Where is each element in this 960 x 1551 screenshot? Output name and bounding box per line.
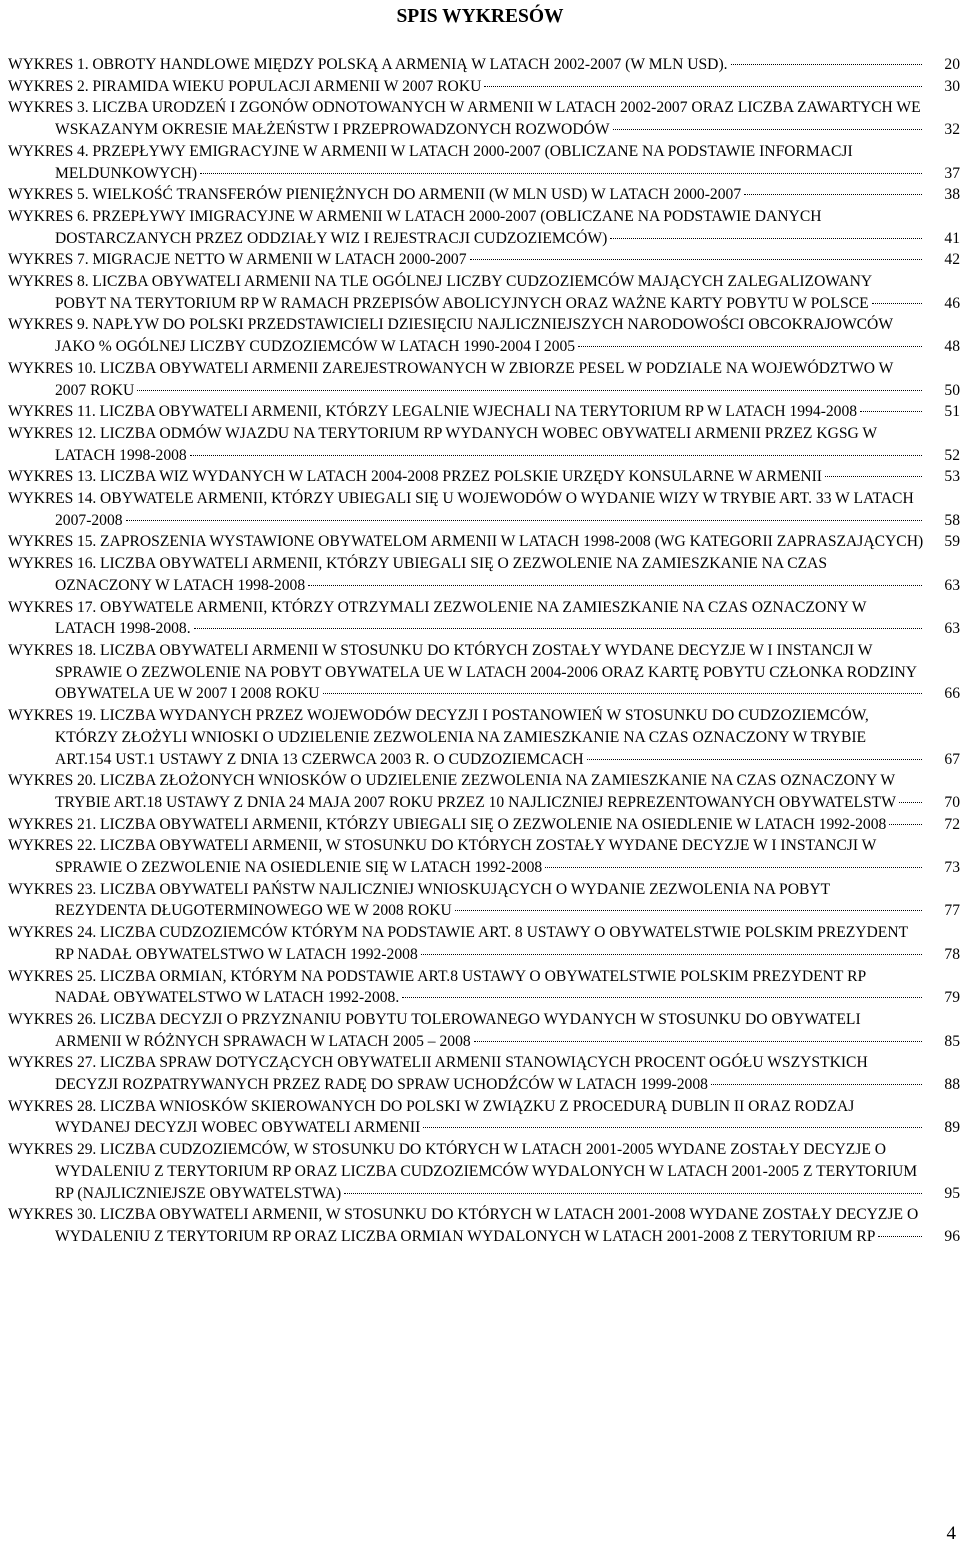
entry-label: WYKRES 12. — [8, 424, 101, 442]
entry-text: OBYWATELE ARMENII, KTÓRZY OTRZYMALI ZEZWOLENIE NA ZAMIESZKANIE NA CZAS OZNACZONY W LATACH 1998-2008. — [55, 598, 867, 638]
entry-text: LICZBA OBYWATELI ARMENII, KTÓRZY LEGALNIE WJECHALI NA TERYTORIUM RP W LATACH 1994-2008 — [99, 403, 858, 421]
entry-page-number: 96 — [944, 1227, 960, 1245]
dot-leader — [308, 585, 922, 586]
entry-page-number: 95 — [944, 1184, 960, 1202]
entry-text: LICZBA DECYZJI O PRZYZNANIU POBYTU TOLEROWANEGO WYDANYCH W STOSUNKU DO OBYWATELI ARMENII W RÓŻNYCH SPRAWACH W LATACH 2005 – 2008 — [55, 1010, 861, 1050]
dot-leader — [484, 86, 922, 87]
entry-text: LICZBA OBYWATELI ARMENII, W STOSUNKU DO KTÓRYCH ZOSTAŁY WYDANE DECYZJE W I INSTANCJI W SPRAWIE O ZEZWOLENIE NA OSIEDLENIE SIĘ W LATACH 1992-2008 — [55, 837, 877, 877]
entry-label: WYKRES 17. — [8, 598, 101, 616]
entry-page-number: 30 — [944, 77, 960, 95]
entry-page-number: 41 — [944, 229, 960, 247]
entry-text: NAPŁYW DO POLSKI PRZEDSTAWICIELI DZIESIĘCIU NAJLICZNIEJSZYCH NARODOWOŚCI OBCOKRAJOWCÓW JAKO % OGÓLNEJ LICZBY CUDZOZIEMCÓW W LATACH 1990-2004 I 2005 — [55, 316, 893, 356]
toc-entry[interactable] — [8, 271, 960, 314]
entry-label: WYKRES 26. — [8, 1010, 101, 1028]
dot-leader — [126, 520, 922, 521]
entry-page-number: 37 — [944, 164, 960, 182]
entry-text: LICZBA WNIOSKÓW SKIEROWANYCH DO POLSKI W ZWIĄZKU Z PROCEDURĄ DUBLIN II ORAZ RODZAJ WYDANEJ DECYZJI WOBEC OBYWATELI ARMENII — [55, 1097, 855, 1137]
toc-entry[interactable] — [8, 1096, 960, 1139]
dot-leader — [190, 455, 922, 456]
dot-leader — [423, 1127, 922, 1128]
dot-leader — [474, 1041, 922, 1042]
entry-label: WYKRES 15. — [8, 533, 101, 551]
dot-leader — [470, 259, 922, 260]
entry-text: LICZBA URODZEŃ I ZGONÓW ODNOTOWANYCH W ARMENII W LATACH 2002-2007 ORAZ LICZBA ZAWARTYCH WE WSKAZANYM OKRESIE MAŁŻEŃSTW I PRZEPROWADZONYCH ROZWODÓW — [55, 99, 921, 139]
toc-entry[interactable] — [8, 966, 960, 1009]
toc-entry[interactable] — [8, 814, 960, 836]
entry-label: WYKRES 4. — [8, 142, 93, 160]
entry-text: WIELKOŚĆ TRANSFERÓW PIENIĘŻNYCH DO ARMENII (W MLN USD) W LATACH 2000-2007 — [92, 186, 742, 204]
entry-page-number: 85 — [944, 1032, 960, 1050]
entry-label: WYKRES 19. — [8, 707, 101, 725]
entry-page-number: 50 — [944, 381, 960, 399]
entry-text: LICZBA CUDZOZIEMCÓW KTÓRYM NA PODSTAWIE ART. 8 USTAWY O OBYWATELSTWIE POLSKIM PREZYDENT RP NADAŁ OBYWATELSTWO W LATACH 1992-2008 — [55, 924, 908, 963]
dot-leader — [545, 867, 922, 868]
entry-label: WYKRES 27. — [8, 1054, 101, 1072]
entry-label: WYKRES 13. — [8, 468, 101, 486]
entry-label: WYKRES 30. — [8, 1206, 101, 1224]
dot-leader — [402, 997, 922, 998]
entry-page-number: 48 — [944, 338, 960, 356]
entry-label: WYKRES 6. — [8, 207, 93, 225]
entry-page-number: 32 — [944, 121, 960, 139]
entry-label: WYKRES 2. — [8, 77, 93, 95]
entry-page-number: 88 — [944, 1076, 960, 1094]
toc-entry[interactable] — [8, 184, 960, 206]
entry-label: WYKRES 8. — [8, 273, 93, 291]
toc-entry[interactable] — [8, 1052, 960, 1095]
toc-entry[interactable] — [8, 770, 960, 813]
dot-leader — [860, 411, 922, 412]
entry-label: WYKRES 14. — [8, 490, 101, 508]
toc-entry[interactable] — [8, 1009, 960, 1052]
toc-entry[interactable] — [8, 358, 960, 401]
dot-leader — [872, 303, 922, 304]
toc-entry[interactable] — [8, 314, 960, 357]
entry-text: LICZBA WYDANYCH PRZEZ WOJEWODÓW DECYZJI I POSTANOWIEŃ W STOSUNKU DO CUDZOZIEMCÓW, KTÓRZY ZŁOŻYLI WNIOSKI O UDZIELENIE ZEZWOLENIA NA ZAMIESZKANIE NA CZAS OZNACZONY W TRYBIE ART.154 UST.1 USTAWY Z DNIA 13 CZERWCA 2003 R. O CUDZOZIEMCACH — [55, 707, 869, 768]
toc-entry[interactable] — [8, 1139, 960, 1204]
toc-entry[interactable] — [8, 141, 960, 184]
toc-entry[interactable] — [8, 54, 960, 76]
entry-text: LICZBA OBYWATELI ARMENII, KTÓRZY UBIEGALI SIĘ O ZEZWOLENIE NA ZAMIESZKANIE NA CZAS OZNACZONY W LATACH 1998-2008 — [55, 555, 828, 594]
dot-leader — [711, 1084, 922, 1085]
entry-label: WYKRES 25. — [8, 967, 101, 985]
entry-label: WYKRES 7. — [8, 251, 93, 269]
entry-text: PRZEPŁYWY EMIGRACYJNE W ARMENII W LATACH 2000-2007 (OBLICZANE NA PODSTAWIE INFORMACJI MELDUNKOWYCH) — [55, 142, 853, 182]
dot-leader — [137, 390, 922, 391]
entry-page-number: 52 — [944, 446, 960, 464]
entry-text: LICZBA WIZ WYDANYCH W LATACH 2004-2008 PRZEZ POLSKIE URZĘDY KONSULARNE W ARMENII — [100, 468, 823, 486]
dot-leader — [344, 1193, 922, 1194]
toc-entry[interactable] — [8, 553, 960, 596]
page-number: 4 — [946, 1523, 956, 1544]
entry-page-number: 67 — [944, 750, 960, 768]
table-of-figures — [8, 54, 960, 1248]
entry-label: WYKRES 3. — [8, 99, 93, 117]
toc-entry[interactable] — [8, 922, 960, 965]
toc-entry[interactable] — [8, 488, 960, 531]
entry-page-number: 51 — [944, 403, 960, 421]
entry-page-number: 78 — [944, 945, 960, 963]
dot-leader — [194, 628, 922, 629]
entry-page-number: 20 — [944, 56, 960, 73]
entry-label: WYKRES 1. — [8, 56, 93, 73]
entry-label: WYKRES 21. — [8, 815, 101, 833]
toc-entry[interactable] — [8, 835, 960, 878]
entry-page-number: 63 — [944, 620, 960, 638]
entry-page-number: 89 — [944, 1119, 960, 1137]
toc-entry[interactable] — [8, 249, 960, 271]
toc-entry[interactable] — [8, 640, 960, 705]
dot-leader — [613, 129, 922, 130]
entry-label: WYKRES 9. — [8, 316, 93, 334]
dot-leader — [878, 1236, 922, 1237]
entry-label: WYKRES 22. — [8, 837, 101, 855]
entry-text: LICZBA ZŁOŻONYCH WNIOSKÓW O UDZIELENIE ZEZWOLENIA NA ZAMIESZKANIE NA CZAS OZNACZONY W TRYBIE ART.18 USTAWY Z DNIA 24 MAJA 2007 ROKU PRZEZ 10 NAJLICZNIEJ REPREZENTOWANYCH OBYWATELSTW — [55, 772, 896, 811]
dot-leader — [610, 238, 922, 239]
entry-page-number: 53 — [944, 468, 960, 486]
dot-leader — [578, 346, 922, 347]
entry-page-number: 79 — [944, 989, 960, 1007]
entry-page-number: 73 — [944, 859, 960, 877]
toc-entry[interactable] — [8, 206, 960, 249]
entry-text: LICZBA OBYWATELI ARMENII ZAREJESTROWANYCH W ZBIORZE PESEL W PODZIALE NA WOJEWÓDZTWO W 2007 ROKU — [55, 359, 894, 399]
toc-entry[interactable] — [8, 97, 960, 140]
toc-entry[interactable] — [8, 401, 960, 423]
dot-leader — [744, 194, 922, 195]
dot-leader — [323, 693, 922, 694]
entry-text: LICZBA OBYWATELI ARMENII W STOSUNKU DO KTÓRYCH ZOSTAŁY WYDANE DECYZJE W I INSTANCJI W SPRAWIE O ZEZWOLENIE NA POBYT OBYWATELA UE W LATACH 2004-2006 ORAZ KARTĘ POBYTU CZŁONKA RODZINY OBYWATELA UE W 2007 I 2008 ROKU — [55, 641, 917, 703]
entry-text: PIRAMIDA WIEKU POPULACJI ARMENII W 2007 ROKU — [92, 77, 482, 95]
toc-entry[interactable] — [8, 597, 960, 640]
entry-label: WYKRES 5. — [8, 186, 93, 204]
dot-leader — [889, 824, 922, 825]
entry-page-number: 63 — [944, 576, 960, 594]
entry-text: LICZBA SPRAW DOTYCZĄCYCH OBYWATELII ARMENII STANOWIĄCYCH PROCENT OGÓŁU WSZYSTKICH DECYZJI ROZPATRYWANYCH PRZEZ RADĘ DO SPRAW UCHODŹCÓW W LATACH 1999-2008 — [55, 1054, 868, 1094]
entry-page-number: 72 — [944, 815, 960, 833]
entry-label: WYKRES 16. — [8, 555, 101, 573]
entry-text: OBYWATELE ARMENII, KTÓRZY UBIEGALI SIĘ U WOJEWODÓW O WYDANIE WIZY W TRYBIE ART. 33 W LATACH 2007-2008 — [55, 490, 914, 529]
entry-page-number: 38 — [944, 186, 960, 204]
dot-leader — [899, 802, 922, 803]
entry-label: WYKRES 23. — [8, 880, 101, 898]
entry-page-number: 46 — [944, 294, 960, 312]
entry-label: WYKRES 10. — [8, 359, 101, 377]
entry-text: MIGRACJE NETTO W ARMENII W LATACH 2000-2007 — [92, 251, 467, 269]
dot-leader — [455, 910, 922, 911]
entry-text: OBROTY HANDLOWE MIĘDZY POLSKĄ A ARMENIĄ W LATACH 2002-2007 (W MLN USD). — [92, 56, 728, 73]
entry-label: WYKRES 11. — [8, 403, 100, 421]
entry-text: LICZBA ORMIAN, KTÓRYM NA PODSTAWIE ART.8 USTAWY O OBYWATELSTWIE POLSKIM PREZYDENT RP NADAŁ OBYWATELSTWO W LATACH 1992-2008. — [55, 967, 866, 1007]
entry-page-number: 66 — [944, 685, 960, 703]
toc-entry[interactable] — [8, 76, 960, 98]
entry-text: ZAPROSZENIA WYSTAWIONE OBYWATELOM ARMENII W LATACH 1998-2008 (WG KATEGORII ZAPRASZAJĄCYCH) — [100, 533, 924, 551]
entry-text: LICZBA OBYWATELI ARMENII, W STOSUNKU DO KTÓRYCH W LATACH 2001-2008 WYDANE ZOSTAŁY DECYZJE O WYDALENIU Z TERYTORIUM RP ORAZ LICZBA ORMIAN WYDALONYCH W LATACH 2001-2008 Z TERYTORIUM RP — [55, 1206, 919, 1245]
dot-leader — [825, 476, 922, 477]
entry-label: WYKRES 24. — [8, 924, 101, 942]
entry-text: LICZBA OBYWATELI ARMENII NA TLE OGÓLNEJ LICZBY CUDZOZIEMCÓW MAJĄCYCH ZALEGALIZOWANY POBYT NA TERYTORIUM RP W RAMACH PRZEPISÓW ABOLICYJNYCH ORAZ WAŻNE KARTY POBYTU W POLSCE — [55, 273, 872, 312]
toc-entry[interactable] — [8, 705, 960, 770]
toc-entry[interactable] — [8, 423, 960, 466]
entry-page-number: 42 — [944, 251, 960, 269]
toc-entry[interactable] — [8, 1204, 960, 1247]
entry-page-number: 59 — [944, 533, 960, 551]
dot-leader — [200, 173, 922, 174]
entry-label: WYKRES 18. — [8, 641, 101, 659]
toc-entry[interactable] — [8, 879, 960, 922]
dot-leader — [731, 64, 922, 65]
document-title: SPIS WYKRESÓW — [396, 6, 564, 27]
entry-text: LICZBA ODMÓW WJAZDU NA TERYTORIUM RP WYDANYCH WOBEC OBYWATELI ARMENII PRZEZ KGSG W LATACH 1998-2008 — [55, 424, 877, 464]
toc-entry[interactable] — [8, 466, 960, 488]
entry-page-number: 70 — [944, 793, 960, 811]
toc-entry[interactable] — [8, 531, 960, 553]
entry-text: PRZEPŁYWY IMIGRACYJNE W ARMENII W LATACH 2000-2007 (OBLICZANE NA PODSTAWIE DANYCH DOSTARCZANYCH PRZEZ ODDZIAŁY WIZ I REJESTRACJI CUDZOZIEMCÓW) — [55, 207, 822, 247]
entry-text: LICZBA OBYWATELI PAŃSTW NAJLICZNIEJ WNIOSKUJĄCYCH O WYDANIE ZEZWOLENIA NA POBYT REZYDENTA DŁUGOTERMINOWEGO WE W 2008 ROKU — [55, 880, 830, 920]
dot-leader — [421, 954, 922, 955]
dot-leader — [587, 759, 922, 760]
entry-text: LICZBA OBYWATELI ARMENII, KTÓRZY UBIEGALI SIĘ O ZEZWOLENIE NA OSIEDLENIE W LATACH 1992-2008 — [100, 815, 887, 833]
entry-label: WYKRES 29. — [8, 1141, 101, 1159]
entry-text: LICZBA CUDZOZIEMCÓW, W STOSUNKU DO KTÓRYCH W LATACH 2001-2005 WYDANE ZOSTAŁY DECYZJE O WYDALENIU Z TERYTORIUM RP ORAZ LICZBA CUDZOZIEMCÓW WYDALONYCH W LATACH 2001-2005 Z TERYTORIUM RP (NAJLICZNIEJSZE OBYWATELSTWA) — [55, 1141, 918, 1202]
entry-page-number: 58 — [944, 511, 960, 529]
entry-label: WYKRES 28. — [8, 1097, 101, 1115]
entry-label: WYKRES 20. — [8, 772, 101, 790]
entry-page-number: 77 — [944, 902, 960, 920]
